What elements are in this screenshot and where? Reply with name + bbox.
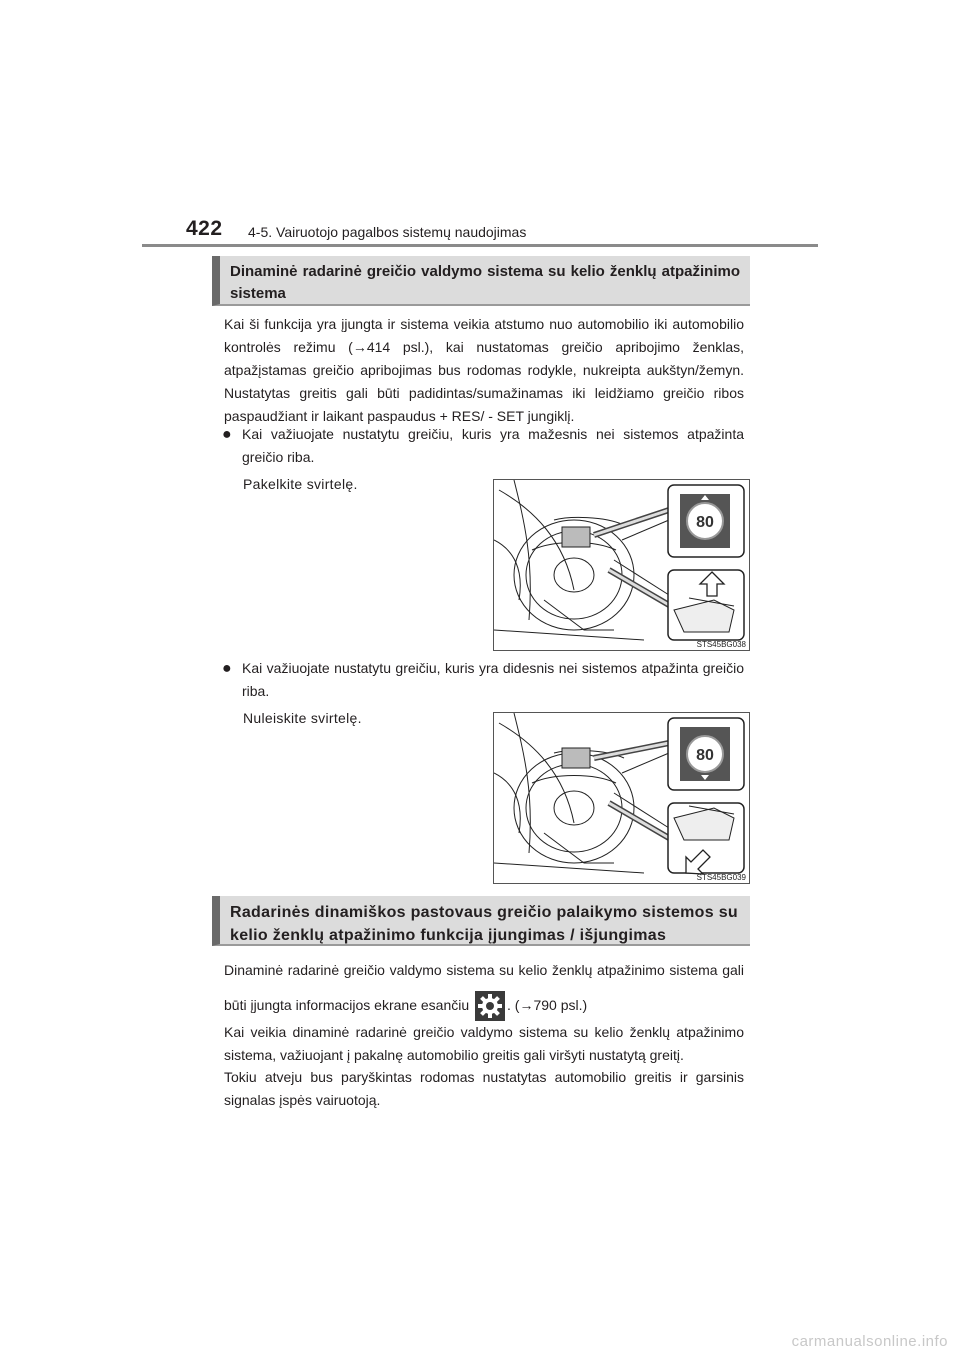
bullet-dot: ● [222, 660, 232, 677]
bullet-dot: ● [222, 426, 232, 443]
bullet-text: Kai važiuojate nustatytu greičiu, kuris yra mažesnis nei sistemos atpažinta greičio riba. [242, 426, 744, 465]
illustration-lever-up [493, 479, 750, 651]
page-reference: . (→790 psl.) [507, 997, 588, 1013]
downhill-paragraph: Kai veikia dinaminė radarinė greičio valdymo sistema su kelio ženklų atpažinimo sistema, važiuojant į pakalnę automobilio greitis gali viršyti nustatytą greitį. [224, 1024, 744, 1063]
gear-icon [475, 991, 505, 1021]
warning-paragraph: Tokiu atveju bus paryškintas rodomas nustatytas automobilio greitis ir garsinis signalas įspės vairuotoją. [224, 1069, 744, 1108]
page-number: 422 [186, 217, 223, 240]
figure-code: STS45BG039 [696, 873, 746, 882]
figure-code: STS45BG038 [696, 640, 746, 649]
bullet-text: Kai važiuojate nustatytu greičiu, kuris yra didesnis nei sistemos atpažinta greičio riba. [242, 660, 744, 699]
caption-lower-lever: Nuleiskite svirtelę. [243, 710, 362, 726]
settings-text: Dinaminė radarinė greičio valdymo sistema su kelio ženklų atpažinimo sistema gali būti įjungta informacijos ekrane esančiu [224, 962, 744, 1013]
dashboard-illustration [494, 480, 749, 650]
running-header: 4-5. Vairuotojo pagalbos sistemų naudojimas [248, 224, 527, 240]
illustration-lever-down [493, 712, 750, 884]
settings-paragraph [224, 953, 744, 1023]
section-heading-1: Dinaminė radarinė greičio valdymo sistema su kelio ženklų atpažinimo sistema [212, 256, 750, 306]
dashboard-illustration [494, 713, 749, 883]
header-rule [142, 244, 818, 247]
intro-paragraph: Kai ši funkcija yra įjungta ir sistema veikia atstumo nuo automobilio iki automobilio kontrolės režimu (→414 psl.), kai nustatomas greičio apribojimo ženklas, atpažįstamas greičio apribojimas bus rodomas rodykle, nukreipta aukštyn/žemyn. Nustatytas greitis gali būti padidintas/sumažinamas iki leidžiamo greičio ribos paspaudžiant ir laikant paspaudus + RES/ - SET jungiklį. [224, 316, 744, 424]
caption-raise-lever: Pakelkite svirtelę. [243, 476, 358, 492]
bullet-item-2 [222, 657, 744, 703]
speed-sign-value: 80 [696, 514, 714, 531]
section-heading-2: Radarinės dinamiškos pastovaus greičio palaikymo sistemos su kelio ženklų atpažinimo funkcija įjungimas / išjungimas [212, 896, 750, 946]
bullet-item-1 [222, 423, 744, 469]
speed-sign-value: 80 [696, 747, 714, 764]
watermark: carmanualsonline.info [791, 1333, 948, 1350]
